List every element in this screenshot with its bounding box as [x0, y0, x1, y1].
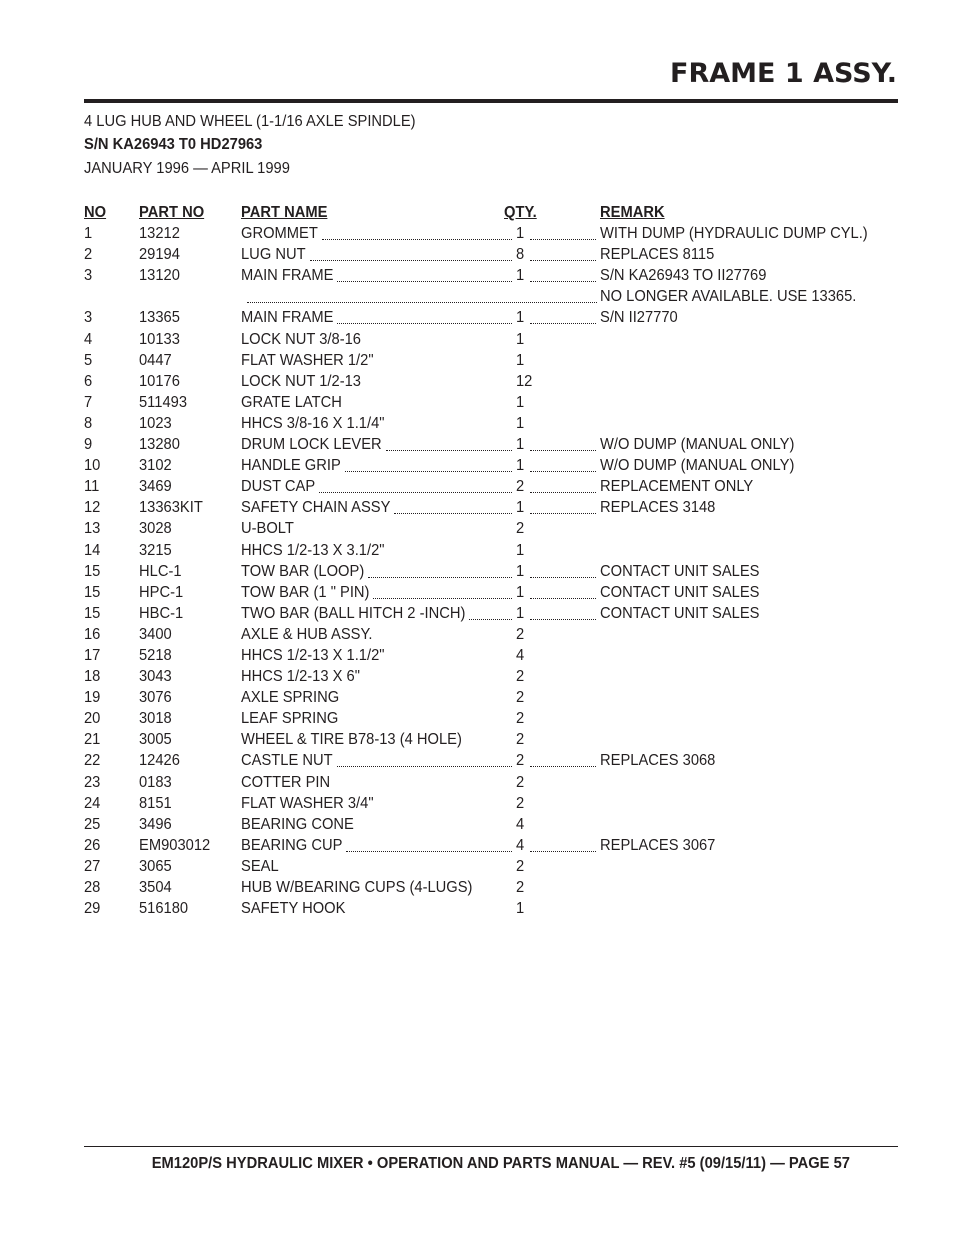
row-no: 28: [84, 879, 101, 896]
leader-dots: [530, 478, 596, 493]
row-part-no: 8151: [139, 794, 172, 812]
row-part-name: HUB W/BEARING CUPS (4-LUGS): [241, 879, 473, 896]
row-no: 22: [84, 752, 101, 770]
row-no: 10: [84, 457, 101, 475]
row-part-no: 516180: [139, 900, 189, 918]
leader-dots: [530, 267, 596, 282]
row-qty: 2: [516, 773, 525, 791]
row-remark: NO LONGER AVAILABLE. USE 13365.: [600, 288, 857, 306]
row-part-no: 3005: [139, 731, 172, 749]
row-part-name: TWO BAR (BALL HITCH 2 -INCH): [241, 604, 466, 622]
row-part-no: 1023: [139, 414, 172, 432]
row-remark: W/O DUMP (MANUAL ONLY): [600, 436, 795, 454]
leader-dots: [530, 457, 596, 472]
row-part-no: 3496: [139, 815, 172, 833]
row-qty: 1: [516, 583, 525, 601]
row-no: 21: [84, 731, 101, 749]
row-part-no: 511493: [139, 393, 188, 411]
row-qty: 1: [516, 225, 525, 243]
row-remark: REPLACES 3067: [600, 836, 716, 854]
table-row: [84, 288, 904, 309]
row-qty: 4: [516, 815, 525, 833]
row-no: 13: [84, 520, 101, 538]
row-no: 19: [84, 689, 101, 707]
leader-dots: [530, 246, 596, 261]
section-description: 4 LUG HUB AND WHEEL (1-1/16 AXLE SPINDLE): [84, 113, 416, 130]
row-part-no: HPC-1: [139, 583, 184, 601]
row-remark: WITH DUMP (HYDRAULIC DUMP CYL.): [600, 225, 868, 243]
row-qty: 1: [516, 562, 525, 580]
row-qty: 2: [516, 668, 525, 686]
row-qty: 2: [516, 710, 525, 728]
row-remark: CONTACT UNIT SALES: [600, 604, 760, 622]
row-part-name: DRUM LOCK LEVER: [241, 436, 382, 454]
leader-dots: [337, 267, 512, 282]
leader-dots: [310, 246, 512, 261]
row-part-name: TOW BAR (1 " PIN): [241, 583, 370, 601]
row-part-name: BEARING CUP: [241, 836, 343, 854]
row-part-name: SEAL: [241, 857, 279, 875]
leader-dots: [373, 584, 512, 599]
leader-dots: [530, 563, 596, 578]
table-row: [84, 225, 904, 246]
row-part-name: LUG NUT: [241, 246, 306, 264]
row-qty: 1: [516, 457, 525, 475]
row-part-name: HHCS 3/8-16 X 1.1/4": [241, 414, 385, 432]
row-part-no: 12426: [139, 752, 180, 770]
col-remark-header: REMARK: [600, 204, 665, 221]
col-no-header: NO: [84, 204, 107, 221]
table-row: [84, 352, 904, 373]
row-part-name: LOCK NUT 1/2-13: [241, 372, 361, 390]
row-no: 15: [84, 562, 101, 580]
row-qty: 1: [516, 541, 525, 559]
table-row: [84, 436, 904, 457]
row-part-name: BEARING CONE: [241, 815, 354, 833]
row-part-no: 10133: [139, 330, 180, 348]
table-row: [84, 816, 904, 837]
row-qty: 1: [516, 900, 525, 918]
row-part-name: DUST CAP: [241, 478, 316, 496]
row-part-no: 13280: [139, 436, 180, 454]
row-part-no: 3102: [139, 457, 172, 475]
row-qty: 12: [516, 372, 533, 390]
row-qty: 2: [516, 731, 525, 749]
row-qty: 2: [516, 689, 525, 707]
table-row: [84, 605, 904, 626]
col-qty-header: QTY.: [504, 204, 537, 221]
leader-dots: [530, 499, 596, 514]
leader-dots: [530, 837, 596, 852]
row-part-no: 13120: [139, 267, 180, 285]
leader-dots: [469, 605, 512, 620]
row-part-name: SAFETY CHAIN ASSY: [241, 499, 391, 517]
row-qty: 2: [516, 857, 525, 875]
page-title: FRAME 1 ASSY.: [670, 58, 897, 89]
row-no: 11: [84, 478, 100, 496]
row-no: 15: [84, 583, 101, 601]
row-no: 12: [84, 499, 101, 517]
row-part-no: 0183: [139, 773, 172, 791]
table-row: [84, 394, 904, 415]
table-row: [84, 858, 904, 879]
leader-dots: [530, 584, 596, 599]
row-qty: 8: [516, 246, 525, 264]
leader-dots: [337, 309, 512, 324]
row-no: 3: [84, 267, 93, 285]
row-part-name: AXLE & HUB ASSY.: [241, 625, 373, 643]
row-no: 6: [84, 372, 93, 390]
title-rule: [84, 99, 898, 103]
row-part-no: 5218: [139, 646, 172, 664]
row-remark: CONTACT UNIT SALES: [600, 583, 760, 601]
row-part-no: 0447: [139, 351, 172, 369]
row-qty: 1: [516, 499, 525, 517]
row-part-no: 10176: [139, 372, 180, 390]
row-part-name: GROMMET: [241, 225, 318, 243]
row-remark: REPLACES 3148: [600, 499, 716, 517]
leader-dots: [386, 436, 512, 451]
row-remark: REPLACES 8115: [600, 246, 715, 264]
row-no: 5: [84, 351, 93, 369]
row-no: 27: [84, 857, 101, 875]
row-no: 1: [84, 225, 93, 243]
leader-dots: [530, 605, 596, 620]
row-part-name: WHEEL & TIRE B78-13 (4 HOLE): [241, 731, 462, 749]
row-part-name: AXLE SPRING: [241, 689, 340, 707]
table-row: [84, 584, 904, 605]
footer-rule: [84, 1146, 898, 1147]
row-no: 16: [84, 625, 101, 643]
table-row: [84, 710, 904, 731]
table-row: [84, 752, 904, 773]
row-qty: 1: [516, 309, 525, 327]
row-part-name: FLAT WASHER 3/4": [241, 794, 374, 812]
row-qty: 2: [516, 520, 525, 538]
row-qty: 4: [516, 836, 525, 854]
table-row: [84, 774, 904, 795]
row-part-no: 3043: [139, 668, 172, 686]
table-row: [84, 563, 904, 584]
row-qty: 2: [516, 879, 525, 896]
row-part-name: HHCS 1/2-13 X 6": [241, 668, 360, 686]
leader-dots: [345, 457, 512, 472]
table-header: [84, 204, 904, 225]
table-row: [84, 689, 904, 710]
col-part-no-header: PART NO: [139, 204, 205, 221]
table-row: [84, 837, 904, 858]
page-footer: EM120P/S HYDRAULIC MIXER • OPERATION AND PARTS MANUAL — REV. #5 (09/15/11) — PAGE 57: [151, 1155, 850, 1172]
table-row: [84, 478, 904, 499]
row-qty: 1: [516, 330, 525, 348]
row-part-name: HANDLE GRIP: [241, 457, 341, 475]
row-no: 7: [84, 393, 93, 411]
row-part-no: EM903012: [139, 836, 211, 854]
row-remark: CONTACT UNIT SALES: [600, 562, 760, 580]
table-row: [84, 520, 904, 541]
row-part-name: MAIN FRAME: [241, 267, 334, 285]
col-part-name-header: PART NAME: [241, 204, 328, 221]
row-part-no: 13212: [139, 225, 180, 243]
row-part-no: 3028: [139, 520, 172, 538]
row-qty: 2: [516, 752, 525, 770]
row-part-name: FLAT WASHER 1/2": [241, 351, 374, 369]
row-part-no: 29194: [139, 246, 180, 264]
row-qty: 1: [516, 267, 525, 285]
row-remark: REPLACEMENT ONLY: [600, 478, 754, 496]
row-no: 26: [84, 836, 101, 854]
table-row: [84, 415, 904, 436]
row-no: 29: [84, 900, 101, 918]
row-part-no: 3504: [139, 879, 172, 896]
row-no: 23: [84, 773, 101, 791]
row-part-no: HBC-1: [139, 604, 184, 622]
serial-range: S/N KA26943 T0 HD27963: [84, 136, 263, 153]
row-remark: S/N II27770: [600, 309, 678, 327]
table-row: [84, 647, 904, 668]
row-part-no: HLC-1: [139, 562, 182, 580]
table-row: [84, 900, 904, 921]
leader-dots: [319, 478, 512, 493]
leader-dots: [530, 752, 596, 767]
row-part-name: LEAF SPRING: [241, 710, 339, 728]
row-no: 14: [84, 541, 101, 559]
row-no: 17: [84, 646, 101, 664]
row-part-name: HHCS 1/2-13 X 3.1/2": [241, 541, 385, 559]
leader-dots: [247, 288, 597, 303]
table-row: [84, 731, 904, 752]
row-no: 15: [84, 604, 101, 622]
row-part-name: GRATE LATCH: [241, 393, 342, 411]
row-no: 8: [84, 414, 93, 432]
leader-dots: [530, 309, 596, 324]
row-part-name: MAIN FRAME: [241, 309, 334, 327]
row-qty: 2: [516, 478, 525, 496]
row-qty: 1: [516, 436, 525, 454]
table-row: [84, 542, 904, 563]
table-row: [84, 668, 904, 689]
leader-dots: [394, 499, 512, 514]
row-remark: S/N KA26943 TO II27769: [600, 267, 767, 285]
table-row: [84, 267, 904, 288]
row-no: 24: [84, 794, 101, 812]
table-row: [84, 879, 904, 900]
table-body: [84, 225, 904, 921]
table-row: [84, 795, 904, 816]
row-part-no: 3018: [139, 710, 172, 728]
row-no: 2: [84, 246, 93, 264]
row-qty: 1: [516, 351, 525, 369]
row-qty: 4: [516, 646, 525, 664]
leader-dots: [337, 752, 512, 767]
row-qty: 2: [516, 794, 525, 812]
leader-dots: [530, 225, 596, 240]
leader-dots: [346, 837, 512, 852]
row-part-name: COTTER PIN: [241, 773, 331, 791]
row-remark: W/O DUMP (MANUAL ONLY): [600, 457, 795, 475]
table-row: [84, 246, 904, 267]
table-row: [84, 457, 904, 478]
row-qty: 1: [516, 604, 525, 622]
row-part-name: HHCS 1/2-13 X 1.1/2": [241, 646, 385, 664]
table-row: [84, 309, 904, 330]
row-part-name: CASTLE NUT: [241, 752, 333, 770]
row-qty: 2: [516, 625, 525, 643]
row-part-no: 13365: [139, 309, 180, 327]
row-no: 4: [84, 330, 93, 348]
parts-table: [84, 204, 904, 921]
row-part-no: 3215: [139, 541, 172, 559]
row-remark: REPLACES 3068: [600, 752, 716, 770]
table-row: [84, 331, 904, 352]
row-part-name: U-BOLT: [241, 520, 294, 538]
table-row: [84, 373, 904, 394]
row-no: 3: [84, 309, 93, 327]
row-no: 9: [84, 436, 93, 454]
row-no: 20: [84, 710, 101, 728]
row-part-no: 3065: [139, 857, 172, 875]
table-row: [84, 499, 904, 520]
row-part-no: 3469: [139, 478, 172, 496]
leader-dots: [530, 436, 596, 451]
row-qty: 1: [516, 414, 525, 432]
leader-dots: [368, 563, 512, 578]
row-part-name: SAFETY HOOK: [241, 900, 346, 918]
row-qty: 1: [516, 393, 525, 411]
row-part-name: TOW BAR (LOOP): [241, 562, 365, 580]
row-no: 18: [84, 668, 101, 686]
table-row: [84, 626, 904, 647]
row-part-no: 3400: [139, 625, 172, 643]
row-part-no: 3076: [139, 689, 172, 707]
leader-dots: [322, 225, 512, 240]
row-part-no: 13363KIT: [139, 499, 203, 517]
row-part-name: LOCK NUT 3/8-16: [241, 330, 361, 348]
row-no: 25: [84, 815, 101, 833]
date-range: JANUARY 1996 — APRIL 1999: [84, 160, 290, 177]
